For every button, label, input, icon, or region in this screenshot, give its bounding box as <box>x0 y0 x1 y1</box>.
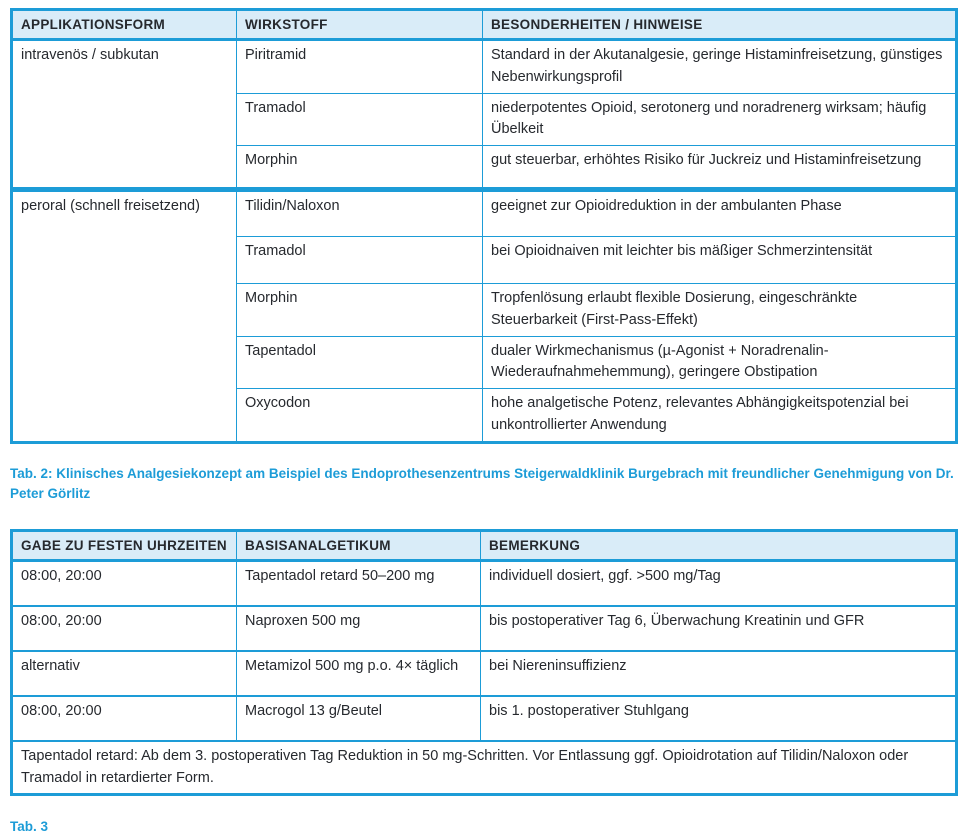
footnote-row <box>12 741 957 795</box>
column-header-wirkstoff: WIRKSTOFF <box>237 10 483 40</box>
header-row <box>12 531 957 561</box>
footnote-cell: Tapentadol retard: Ab dem 3. postoperativen Tag Reduktion in 50 mg-Schritten. Vor Entlassung ggf. Opioidrotation auf Tilidin/Naloxon oder Tramadol in retardierter Form. <box>12 741 957 795</box>
hinweis-cell: gut steuerbar, erhöhtes Risiko für Juckreiz und Histaminfreisetzung <box>483 146 957 190</box>
bemerkung-cell: bis postoperativer Tag 6, Überwachung Kreatinin und GFR <box>481 606 957 651</box>
basisanalgesie-table <box>10 529 958 796</box>
bemerkung-cell: bei Niereninsuffizienz <box>481 651 957 696</box>
column-header-gabe: GABE ZU FESTEN UHRZEITEN <box>12 531 237 561</box>
column-header-bemerkung: BEMERKUNG <box>481 531 957 561</box>
header-row <box>12 10 957 40</box>
column-header-basisanalgetikum: BASISANALGETIKUM <box>237 531 481 561</box>
analgetikum-cell: Metamizol 500 mg p.o. 4× täglich <box>237 651 481 696</box>
table2-caption: Tab. 2: Klinisches Analgesiekonzept am Beispiel des Endoprothesenzentrums Steigerwaldklinik Burgebrach mit freundlicher Genehmigung von Dr. Peter Görlitz <box>10 465 954 502</box>
analgetikum-cell: Naproxen 500 mg <box>237 606 481 651</box>
wirkstoff-cell: Tilidin/Naloxon <box>237 190 483 237</box>
table3-caption: Tab. 3 <box>10 819 49 835</box>
hinweis-cell: geeignet zur Opioidreduktion in der ambulanten Phase <box>483 190 957 237</box>
column-header-besonderheiten: BESONDERHEITEN / HINWEISE <box>483 10 957 40</box>
analgetikum-cell: Macrogol 13 g/Beutel <box>237 696 481 741</box>
wirkstoff-cell: Tramadol <box>237 93 483 146</box>
hinweis-cell: Standard in der Akutanalgesie, geringe Histaminfreisetzung, günstiges Nebenwirkungsprofil <box>491 47 943 85</box>
table-row <box>12 696 957 741</box>
hinweis-cell: niederpotentes Opioid, serotonerg und noradrenerg wirksam; häufig Übelkeit <box>483 93 957 146</box>
wirkstoff-cell: Tapentadol <box>237 336 483 389</box>
analgesie-konzept-table <box>10 8 958 444</box>
wirkstoff-cell: Morphin <box>237 284 483 337</box>
table-row <box>12 40 957 94</box>
wirkstoff-cell: Oxycodon <box>237 389 483 443</box>
wirkstoff-cell: Piritramid <box>237 40 483 94</box>
zeit-cell: 08:00, 20:00 <box>12 696 237 741</box>
hinweis-cell: bei Opioidnaiven mit leichter bis mäßiger Schmerzintensität <box>483 237 957 284</box>
bemerkung-cell: individuell dosiert, ggf. >500 mg/Tag <box>489 568 721 585</box>
hinweis-cell: Tropfenlösung erlaubt flexible Dosierung, eingeschränkte Steuerbarkeit (First-Pass-Effekt) <box>483 284 957 337</box>
table-row <box>12 190 957 237</box>
table-row <box>12 651 957 696</box>
applikationsform-cell: intravenös / subkutan <box>12 40 237 190</box>
table-row <box>12 561 957 606</box>
column-header-applikationsform: APPLIKATIONSFORM <box>12 10 237 40</box>
table-row <box>12 606 957 651</box>
zeit-cell: alternativ <box>12 651 237 696</box>
hinweis-cell: dualer Wirkmechanismus (µ-Agonist + Noradrenalin-Wiederaufnahmehemmung), geringere Obstipation <box>483 336 957 389</box>
bemerkung-cell: bis 1. postoperativer Stuhlgang <box>481 696 957 741</box>
analgetikum-cell: Tapentadol retard 50–200 mg <box>237 561 481 606</box>
wirkstoff-cell: Morphin <box>237 146 483 190</box>
zeit-cell: 08:00, 20:00 <box>12 561 237 606</box>
applikationsform-cell: peroral (schnell freisetzend) <box>12 190 237 443</box>
zeit-cell: 08:00, 20:00 <box>12 606 237 651</box>
hinweis-cell: hohe analgetische Potenz, relevantes Abhängigkeitspotenzial bei unkontrollierter Anwendung <box>483 389 957 443</box>
wirkstoff-cell: Tramadol <box>237 237 483 284</box>
